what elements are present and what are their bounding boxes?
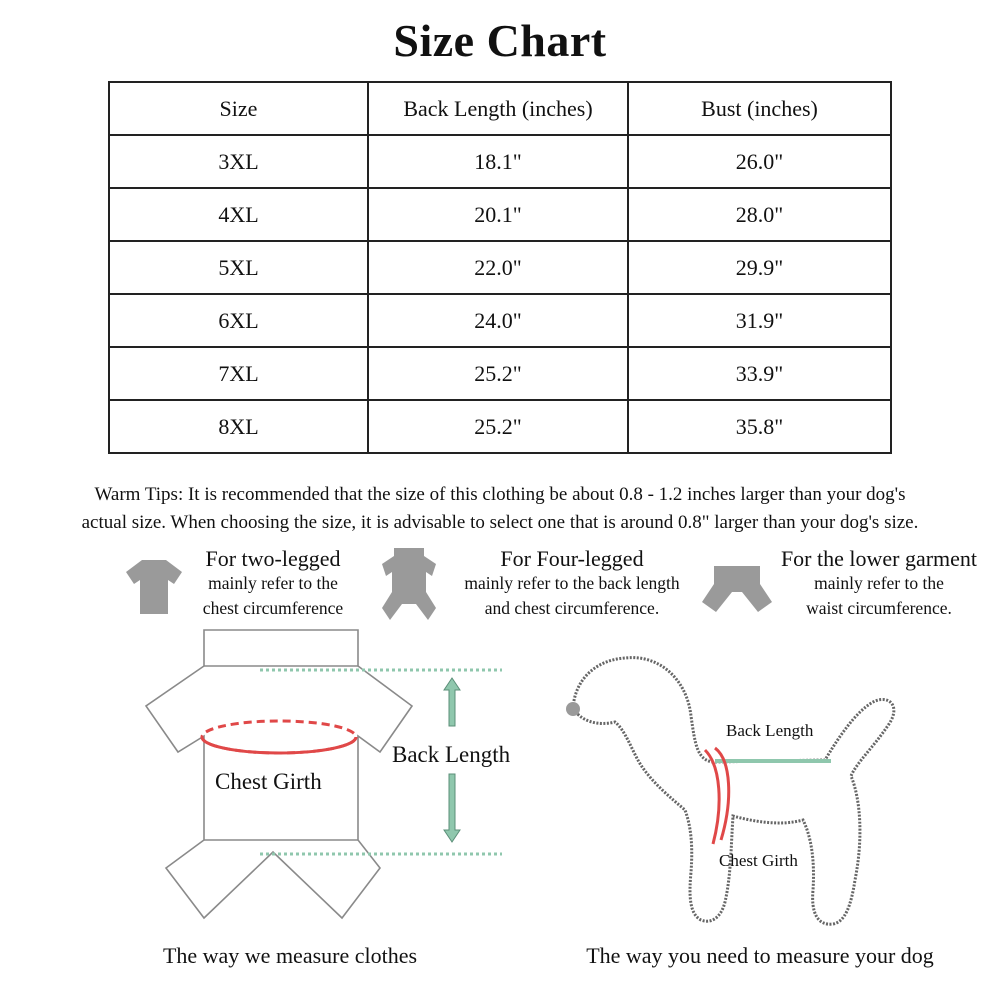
table-row <box>109 400 891 453</box>
guide-line: chest circumference <box>202 598 344 618</box>
cell-size: 5XL <box>109 241 368 294</box>
header-size: Size <box>109 82 368 135</box>
dog-chest-girth-band-inner <box>705 750 719 844</box>
table-row <box>109 188 891 241</box>
cell-back-length: 25.2" <box>368 347 628 400</box>
table-header-row <box>109 82 891 135</box>
table-row <box>109 135 891 188</box>
size-table <box>108 81 892 454</box>
guide-two-legged <box>188 547 358 621</box>
cell-size: 8XL <box>109 400 368 453</box>
lower-garment-icon <box>700 562 774 614</box>
guide-title: For two-legged <box>205 546 341 571</box>
guide-line: waist circumference. <box>806 598 952 618</box>
dog-caption: The way you need to measure your dog <box>586 943 934 968</box>
guide-line: mainly refer to the <box>814 573 944 593</box>
table-row <box>109 241 891 294</box>
cell-bust: 29.9" <box>628 241 891 294</box>
cell-back-length: 18.1" <box>368 135 628 188</box>
cell-bust: 28.0" <box>628 188 891 241</box>
guide-line: and chest circumference. <box>484 598 660 618</box>
dog-nose <box>566 702 580 716</box>
guide-title: For Four-legged <box>500 546 644 571</box>
clothes-caption: The way we measure clothes <box>162 943 418 968</box>
guide-line: mainly refer to the back length <box>464 573 680 593</box>
warm-tips-line-1: Warm Tips: It is recommended that the size of this clothing be about 0.8 - 1.2 inches larger than your dog's <box>94 484 906 505</box>
page-title: Size Chart <box>393 15 607 66</box>
warm-tips <box>0 481 1000 537</box>
dog-measure-diagram <box>555 650 925 935</box>
warm-tips-line-2: actual size. When choosing the size, it is advisable to select one that is around 0.8" larger than your dog's size. <box>81 512 919 533</box>
cell-back-length: 24.0" <box>368 294 628 347</box>
cell-bust: 31.9" <box>628 294 891 347</box>
four-legged-suit-icon <box>376 546 442 624</box>
table-row <box>109 347 891 400</box>
header-bust: Bust (inches) <box>628 82 891 135</box>
guide-four-legged <box>442 547 702 621</box>
arrow-up-icon <box>444 678 460 726</box>
cell-back-length: 22.0" <box>368 241 628 294</box>
guide-title: For the lower garment <box>780 546 978 571</box>
header-back-length: Back Length (inches) <box>368 82 628 135</box>
cell-bust: 26.0" <box>628 135 891 188</box>
clothes-back-length-label: Back Length <box>392 742 511 767</box>
dog-outline <box>573 658 894 925</box>
guide-lower-garment <box>764 547 994 621</box>
cell-bust: 33.9" <box>628 347 891 400</box>
two-legged-shirt-icon <box>122 556 186 618</box>
guide-line: mainly refer to the <box>208 573 338 593</box>
cell-size: 6XL <box>109 294 368 347</box>
dog-chest-girth-label: Chest Girth <box>719 851 798 870</box>
clothes-chest-girth-label: Chest Girth <box>215 769 322 794</box>
arrow-down-icon <box>444 774 460 842</box>
cell-size: 3XL <box>109 135 368 188</box>
dog-back-length-label: Back Length <box>726 721 814 740</box>
cell-bust: 35.8" <box>628 400 891 453</box>
table-row <box>109 294 891 347</box>
cell-back-length: 25.2" <box>368 400 628 453</box>
cell-size: 4XL <box>109 188 368 241</box>
cell-size: 7XL <box>109 347 368 400</box>
cell-back-length: 20.1" <box>368 188 628 241</box>
